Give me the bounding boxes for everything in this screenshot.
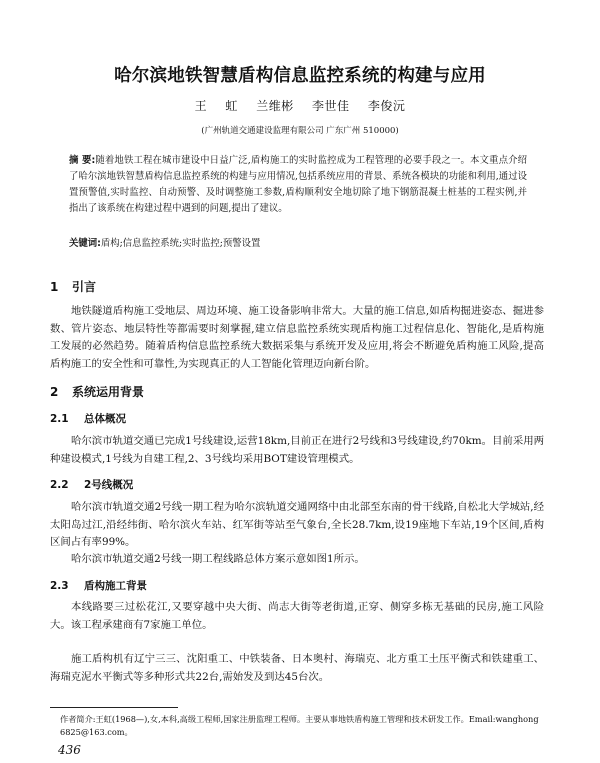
section-heading-2 <box>50 383 144 400</box>
subsection-number: 2.1 <box>50 413 69 425</box>
author-list: 王 虹 兰维彬 李世佳 李俊沅 <box>194 99 406 113</box>
author-footnote: 作者简介:王虹(1968—),女,本科,高级工程师,国家注册监理工程师。主要从事地铁盾构施工管理和技术研发工作。Email:wanghong 6825@163.com。 <box>60 714 539 737</box>
section-title: 引言 <box>72 280 97 294</box>
overview-paragraph: 哈尔滨市轨道交通已完成1号线建设,运营18km,目前正在进行2号线和3号线建设,约70km。目前采用两种建设模式,1号线为自建工程,2、3号线均采用BOT建设管理模式。 <box>50 435 544 465</box>
abstract-label: 摘 要: <box>69 155 96 166</box>
subsection-heading-2-3 <box>50 578 147 593</box>
section-number: 1 <box>50 280 59 294</box>
page-number: 436 <box>58 743 81 757</box>
intro-paragraph: 地铁隧道盾构施工受地层、周边环境、施工设备影响非常大。大量的施工信息,如盾构掘进姿态、掘进参数、管片姿态、地层特性等都需要时刻掌握,建立信息监控系统实现盾构施工过程信息化、智能化,是盾构施工发展的必然趋势。随着盾构信息监控系统大数据采集与系统开发及应用,将会不断避免盾构施工风险,提高盾构施工的安全性和可靠性,为实现真正的人工智能化管理迈向新台阶。 <box>50 305 544 370</box>
keywords-label: 关键词: <box>69 238 101 249</box>
keywords <box>69 237 527 251</box>
line2-paragraph: 哈尔滨市轨道交通2号线一期工程为哈尔滨轨道交通网络中由北部至东南的骨干线路,自松北大学城站,经太阳岛过江,沿经纬街、哈尔滨火车站、红军街等站至气象台,全长28.7km,设19座地下车站,19个区间,盾构区间占有率99%。 <box>50 501 544 548</box>
section-title: 系统运用背景 <box>72 385 145 399</box>
subsection-number: 2.2 <box>50 479 69 491</box>
line2-figure-paragraph: 哈尔滨市轨道交通2号线一期工程线路总体方案示意如图1所示。 <box>71 553 365 565</box>
subsection-title: 总体概况 <box>84 413 126 425</box>
shield-machines-paragraph: 施工盾构机有辽宁三三、沈阳重工、中铁装备、日本奥村、海瑞克、北方重工土压平衡式和铁建重工、海瑞克泥水平衡式等多种形式共22台,需始发及到达45台次。 <box>50 653 544 683</box>
abstract <box>69 153 527 217</box>
subsection-heading-2-1 <box>50 411 126 426</box>
footnote-divider <box>50 707 178 708</box>
section-number: 2 <box>50 385 59 399</box>
abstract-text: 随着地铁工程在城市建设中日益广泛,盾构施工的实时监控成为工程管理的必要手段之一。本文重点介绍了哈尔滨地铁智慧盾构信息监控系统的构建与应用情况,包括系统应用的背景、系统各模块的功能和利用,通过设置预警值,实时监控、自动预警、及时调整施工参数,盾构顺利安全地切除了地下钢筋混凝土桩基的工程实例,并指出了该系统在构建过程中遇到的问题,提出了建议。 <box>69 155 528 214</box>
section-heading-1 <box>50 278 96 295</box>
subsection-title: 2号线概况 <box>84 479 134 491</box>
subsection-number: 2.3 <box>50 580 69 592</box>
keywords-text: 盾构;信息监控系统;实时监控;预警设置 <box>100 238 261 249</box>
subsection-title: 盾构施工背景 <box>84 580 147 592</box>
shield-background-paragraph: 本线路要三过松花江,又要穿越中央大街、尚志大街等老街道,正穿、侧穿多栋无基础的民房,施工风险大。该工程承建商有7家施工单位。 <box>50 601 544 631</box>
subsection-heading-2-2 <box>50 477 133 492</box>
paper-title: 哈尔滨地铁智慧盾构信息监控系统的构建与应用 <box>114 66 486 86</box>
affiliation: (广州轨道交通建设监理有限公司 广东广州 510000) <box>201 126 399 136</box>
